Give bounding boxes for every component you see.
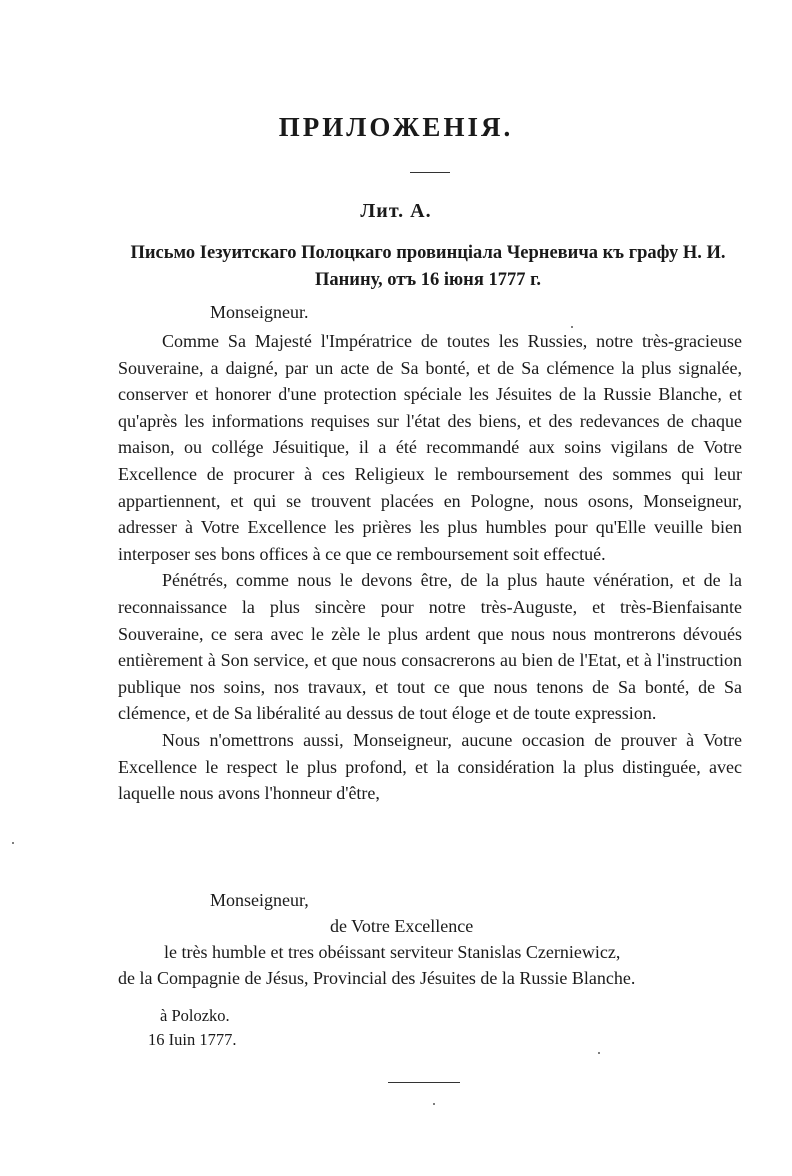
print-speck (571, 326, 573, 328)
salutation: Monseigneur. (210, 302, 309, 322)
letter-date: 16 Iuin 1777. (148, 1030, 237, 1049)
print-speck (12, 842, 14, 844)
page-title: ПРИЛОЖЕНІЯ. (278, 112, 514, 142)
footer-divider (388, 1082, 460, 1083)
letter-heading: Письмо Іезуитскаго Полоцкаго провинціала Черневича къ графу Н. И. Панину, отъ 16 іюня 1777 г. (130, 243, 726, 290)
closing-title: de la Compagnie de Jésus, Provincial des Jésuites de la Russie Blanche. (118, 968, 636, 988)
letter-place: à Polozko. (160, 1006, 230, 1025)
title-divider (410, 172, 450, 173)
section-label: Лит. А. (360, 200, 432, 222)
print-speck (598, 1052, 600, 1054)
print-speck (433, 1103, 435, 1105)
paragraph: Comme Sa Majesté l'Impératrice de toutes les Russies, notre très-gracieuse Souveraine, a daigné, par un acte de Sa bonté, et de Sa clémence la plus signalée, conserver et honorer d'une protection spéciale les Jésuites de la Russie Blanche, et qu'après les informations requises sur l'état des biens, et des redevances de chaque maison, ou collége Jésuitique, il a été recommandé aux soins vigilans de Votre Excellence de procurer à ces Religieux le remboursement des sommes qui leur appartiennent, et qui se trouvent placées en Pologne, nous osons, Monseigneur, adresser à Votre Excellence les prières les plus humbles pour qu'Elle veuille bien interposer ses bons offices à ce que ce remboursement soit effectué. (118, 331, 742, 564)
letter-body (118, 328, 742, 807)
closing-recipient: de Votre Excellence (330, 916, 474, 936)
paragraph: Nous n'omettrons aussi, Monseigneur, aucune occasion de prouver à Votre Excellence le respect le plus profond, et la considération la plus distinguée, avec laquelle nous avons l'honneur d'être, (118, 729, 742, 804)
closing-signature: le très humble et tres obéissant serviteur Stanislas Czerniewicz, (164, 942, 621, 962)
paragraph: Pénétrés, comme nous le devons être, de la plus haute vénération, et de la reconnaissance la plus sincère pour notre très-Auguste, et très-Bienfaisante Souveraine, ce sera avec le zèle le plus ardent que nous nous montrerons dévoués entièrement à Son service, et que nous consacrerons au bien de l'Etat, et à l'instruction publique nos soins, nos travaux, et tout ce que nous tenons de Sa bonté, de Sa clémence, et de Sa libéralité au dessus de tout éloge et de toute expression. (118, 570, 742, 724)
closing-address: Monseigneur, (210, 890, 309, 910)
